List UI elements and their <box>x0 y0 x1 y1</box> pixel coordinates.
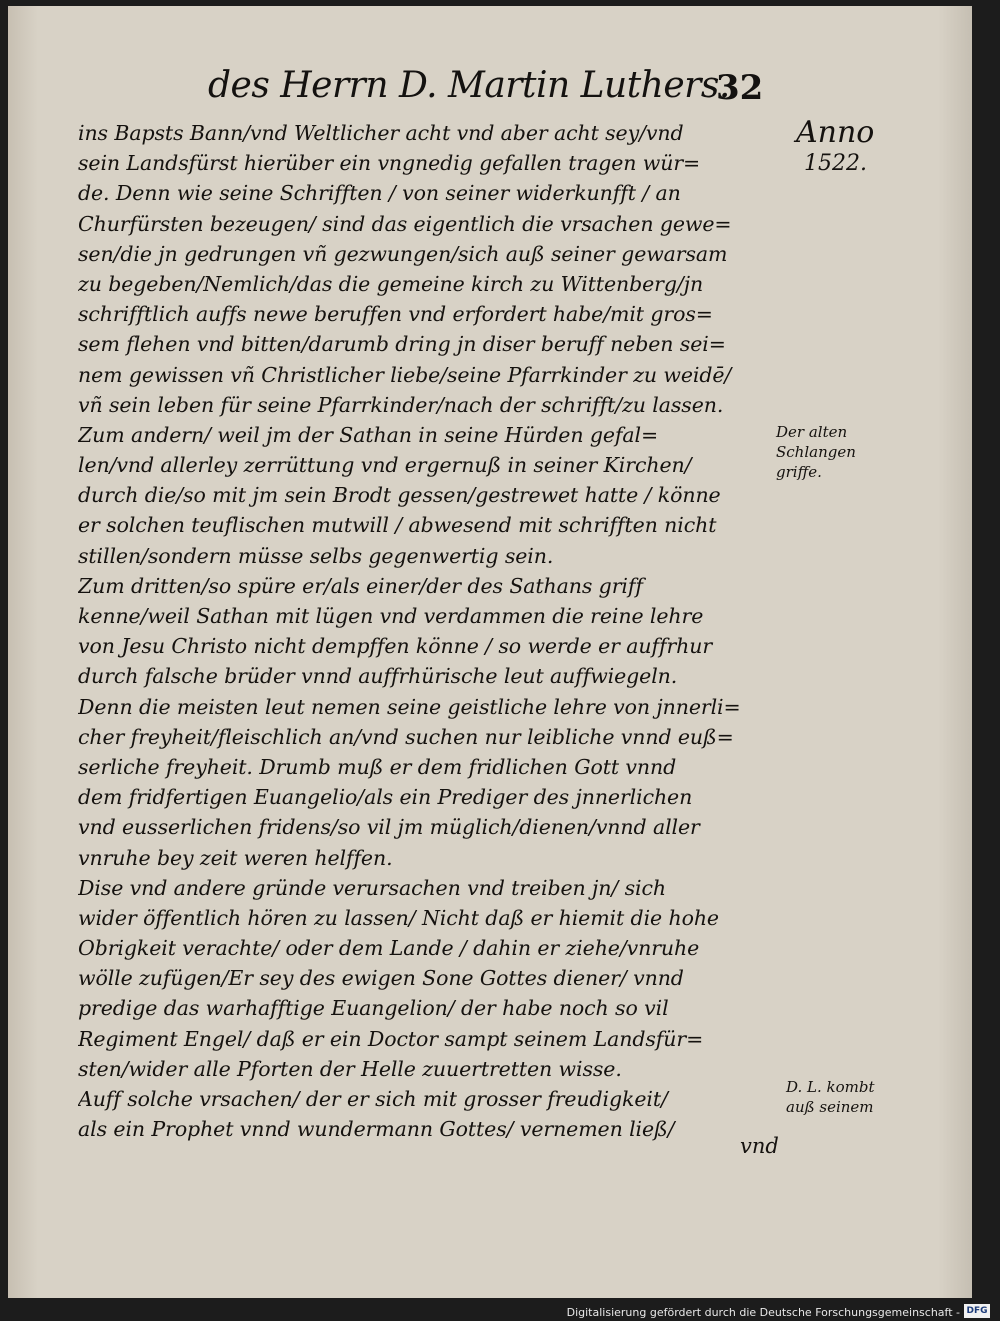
text-line: vñ sein leben für seine Pfarrkinder/nach der schrifft/zu lassen. <box>78 392 724 417</box>
text-line: Churfürsten bezeugen/ sind das eigentlich die vrsachen gewe= <box>78 211 732 236</box>
text-line: len/vnd allerley zerrüttung vnd ergernuß in seiner Kirchen/ <box>78 453 692 478</box>
text-line: durch falsche brüder vnnd auffrhürische leut auffwiegeln. <box>78 664 678 689</box>
text-line: dem fridfertigen Euangelio/als ein Prediger des jnnerlichen <box>78 785 693 810</box>
text-line: de. Denn wie seine Schrifften / von seiner widerkunfft / an <box>78 181 681 206</box>
text-line: Regiment Engel/ daß er ein Doctor sampt seinem Landsfür= <box>78 1026 704 1051</box>
text-line: Dise vnd andere gründe verursachen vnd treiben jn/ sich <box>78 875 666 900</box>
text-line: sein Landsfürst hierüber ein vngnedig gefallen tragen wür= <box>78 151 701 176</box>
book-page <box>8 6 972 1298</box>
text-line: Obrigkeit verachte/ oder dem Lande / dahin er ziehe/vnruhe <box>78 936 700 961</box>
margin-note-luther <box>786 1077 875 1117</box>
text-line: sem flehen vnd bitten/darumb dring jn diser beruff neben sei= <box>78 332 726 357</box>
text-line: Zum andern/ weil jm der Sathan in seine Hürden gefal= <box>78 422 659 447</box>
text-line: er solchen teuflischen mutwill / abwesend mit schrifften nicht <box>78 513 717 538</box>
margin-anno: Anno <box>796 115 875 150</box>
text-line: zu begeben/Nemlich/das die gemeine kirch zu Wittenberg/jn <box>78 271 704 296</box>
text-line: schrifftlich auffs newe beruffen vnd erfordert habe/mit gros= <box>78 302 713 327</box>
text-line: durch die/so mit jm sein Brodt gessen/gestrewet hatte / könne <box>78 483 721 508</box>
text-line: sen/die jn gedrungen vñ gezwungen/sich auß seiner gewarsam <box>78 241 728 266</box>
text-line: cher freyheit/fleischlich an/vnd suchen nur leibliche vnnd euß= <box>78 724 734 749</box>
text-line: stillen/sondern müsse selbs gegenwertig sein. <box>78 543 554 568</box>
margin-note-line: Der alten <box>776 423 848 441</box>
text-line: als ein Prophet vnnd wundermann Gottes/ vernemen ließ/ <box>78 1117 675 1142</box>
text-line: kenne/weil Sathan mit lügen vnd verdammen die reine lehre <box>78 604 704 628</box>
text-line: nem gewissen vñ Christlicher liebe/seine Pfarrkinder zu weidē/ <box>78 362 732 387</box>
page-number: 32 <box>716 68 764 108</box>
text-line: vnruhe bey zeit weren helffen. <box>78 845 393 870</box>
margin-year: 1522. <box>804 151 867 176</box>
running-head: des Herrn D. Martin Luthers. <box>208 65 730 106</box>
text-line: serliche freyheit. Drumb muß er dem fridlichen Gott vnnd <box>78 754 677 779</box>
margin-note-serpent <box>776 422 856 482</box>
margin-note-line: Schlangen <box>776 443 856 461</box>
margin-note-line: auß seinem <box>786 1098 874 1116</box>
text-line: von Jesu Christo nicht dempffen könne / so werde er auffrhur <box>78 634 713 659</box>
text-line: Zum dritten/so spüre er/als einer/der des Sathans griff <box>78 573 643 598</box>
text-line: sten/wider alle Pforten der Helle zuuertretten wisse. <box>78 1056 622 1081</box>
catchword: vnd <box>740 1134 779 1158</box>
text-line: vnd eusserlichen fridens/so vil jm müglich/dienen/vnnd aller <box>78 815 700 840</box>
text-line: wölle zufügen/Er sey des ewigen Sone Gottes diener/ vnnd <box>78 966 684 991</box>
text-line: Denn die meisten leut nemen seine geistliche lehre von jnnerli= <box>78 694 741 719</box>
digitization-credit: Digitalisierung gefördert durch die Deutsche Forschungsgemeinschaft - <box>566 1306 960 1319</box>
text-line: predige das warhafftige Euangelion/ der habe noch so vil <box>78 996 669 1021</box>
margin-note-line: griffe. <box>776 463 822 481</box>
dfg-logo: DFG <box>964 1304 990 1318</box>
margin-note-line: D. L. kombt <box>786 1078 875 1096</box>
text-line: Auff solche vrsachen/ der er sich mit grosser freudigkeit/ <box>78 1087 668 1111</box>
body-text <box>78 118 778 1144</box>
text-line: wider öffentlich hören zu lassen/ Nicht daß er hiemit die hohe <box>78 905 719 930</box>
text-line: ins Bapsts Bann/vnd Weltlicher acht vnd aber acht sey/vnd <box>78 121 684 145</box>
